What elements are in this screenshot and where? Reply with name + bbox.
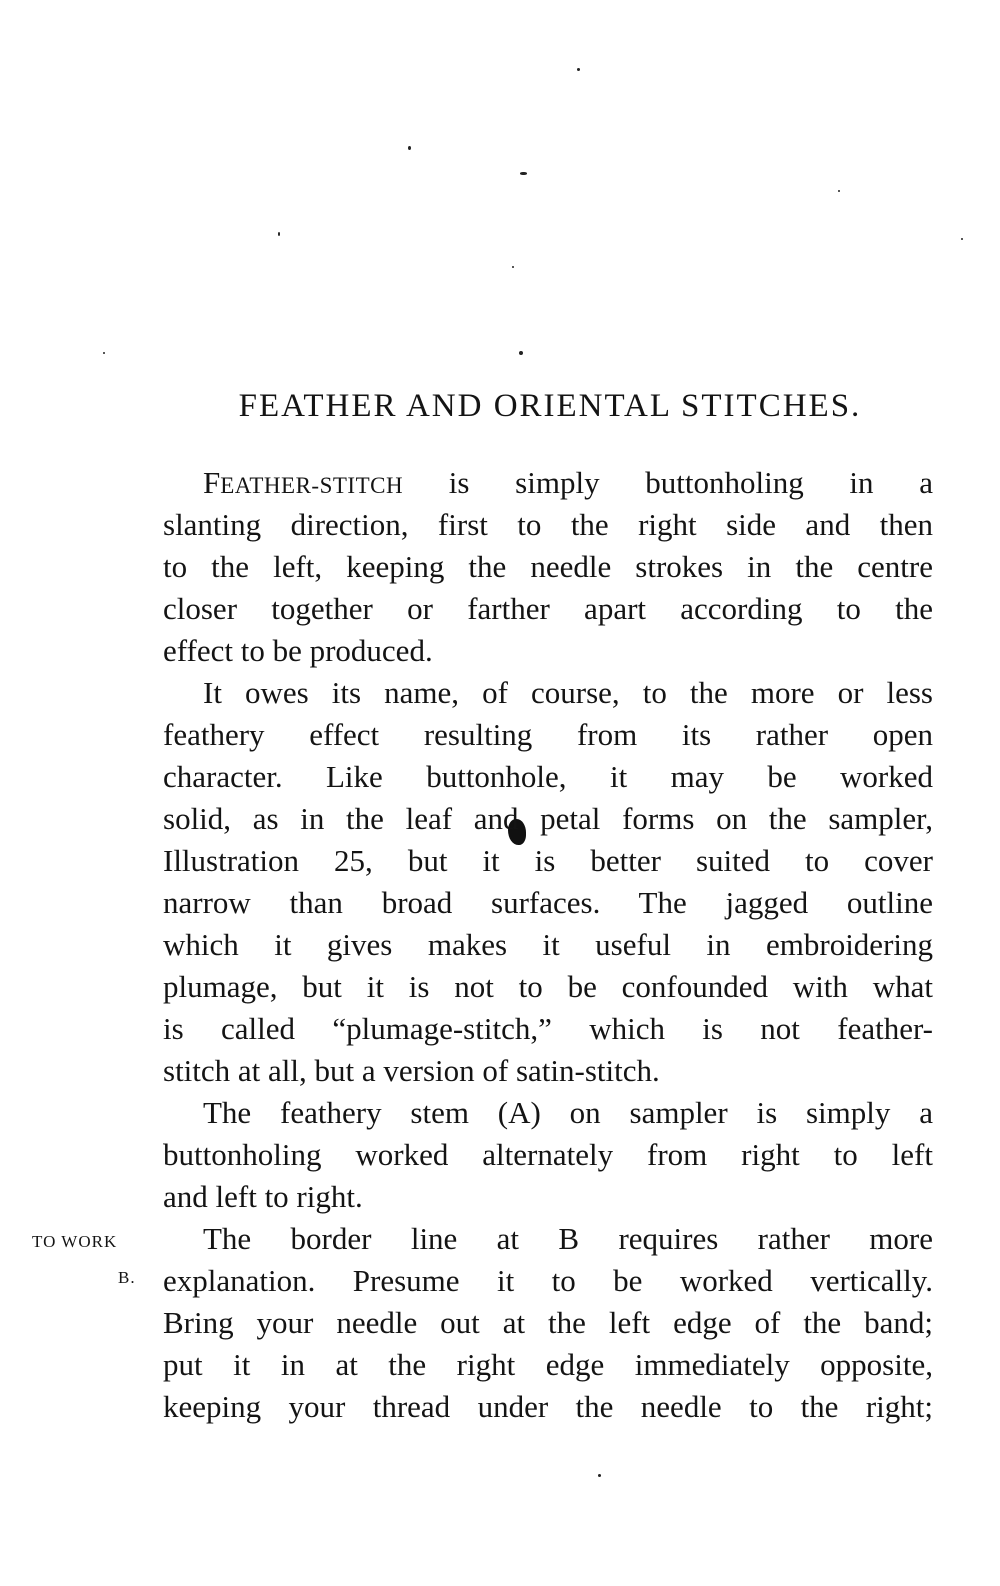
text-line: closer together or farther apart according to the xyxy=(163,591,933,626)
text-line: to the left, keeping the needle strokes in the centre xyxy=(163,549,933,584)
body-text xyxy=(163,462,933,1428)
text-line: Illustration 25, but it is better suited to cover xyxy=(163,843,933,878)
text-line: character. Like buttonhole, it may be worked xyxy=(163,759,933,794)
text-line: put it in at the right edge immediately opposite, xyxy=(163,1347,933,1382)
dust-speck xyxy=(838,190,840,192)
dust-speck xyxy=(512,266,514,268)
margin-note-label: TO WORK xyxy=(32,1232,118,1251)
dust-speck xyxy=(103,352,105,354)
text-line: It owes its name, of course, to the more or less xyxy=(203,675,933,710)
margin-note-ref: B. xyxy=(118,1268,136,1287)
dust-speck xyxy=(577,68,580,71)
text-line: keeping your thread under the needle to the right; xyxy=(163,1389,933,1424)
text-line: narrow than broad surfaces. The jagged outline xyxy=(163,885,933,920)
dust-speck xyxy=(408,146,411,150)
text-line: Bring your needle out at the left edge of the band; xyxy=(163,1305,933,1340)
dust-speck xyxy=(598,1474,601,1477)
text-line: buttonholing worked alternately from right to left xyxy=(163,1137,933,1172)
text-line: plumage, but it is not to be confounded with what xyxy=(163,969,933,1004)
dust-speck xyxy=(278,232,280,236)
dust-speck xyxy=(520,172,527,175)
text-line: which it gives makes it useful in embroidering xyxy=(163,927,933,962)
text-line: effect to be produced. xyxy=(163,633,433,668)
text-line: The feathery stem (A) on sampler is simply a xyxy=(203,1095,933,1130)
text-line: solid, as in the leaf and petal forms on the sampler, xyxy=(163,801,933,836)
text-line: feathery effect resulting from its rather open xyxy=(163,717,933,752)
text-line: and left to right. xyxy=(163,1179,363,1214)
lead-word-rest: EATHER-STITCH xyxy=(220,473,404,498)
dust-speck xyxy=(519,351,523,355)
text-line: stitch at all, but a version of satin-stitch. xyxy=(163,1053,660,1088)
dust-speck xyxy=(961,238,963,240)
text-line: slanting direction, first to the right side and then xyxy=(163,507,933,542)
page-title: FEATHER AND ORIENTAL STITCHES. xyxy=(238,388,862,424)
text-line-content: is simply buttonholing in a xyxy=(403,465,933,500)
text-line: is called “plumage-stitch,” which is not feather- xyxy=(163,1011,933,1046)
text-line: The border line at B requires rather more xyxy=(203,1221,933,1256)
text-line xyxy=(163,462,933,504)
lead-word-capital: F xyxy=(203,465,221,500)
text-line: explanation. Presume it to be worked vertically. xyxy=(163,1263,933,1298)
